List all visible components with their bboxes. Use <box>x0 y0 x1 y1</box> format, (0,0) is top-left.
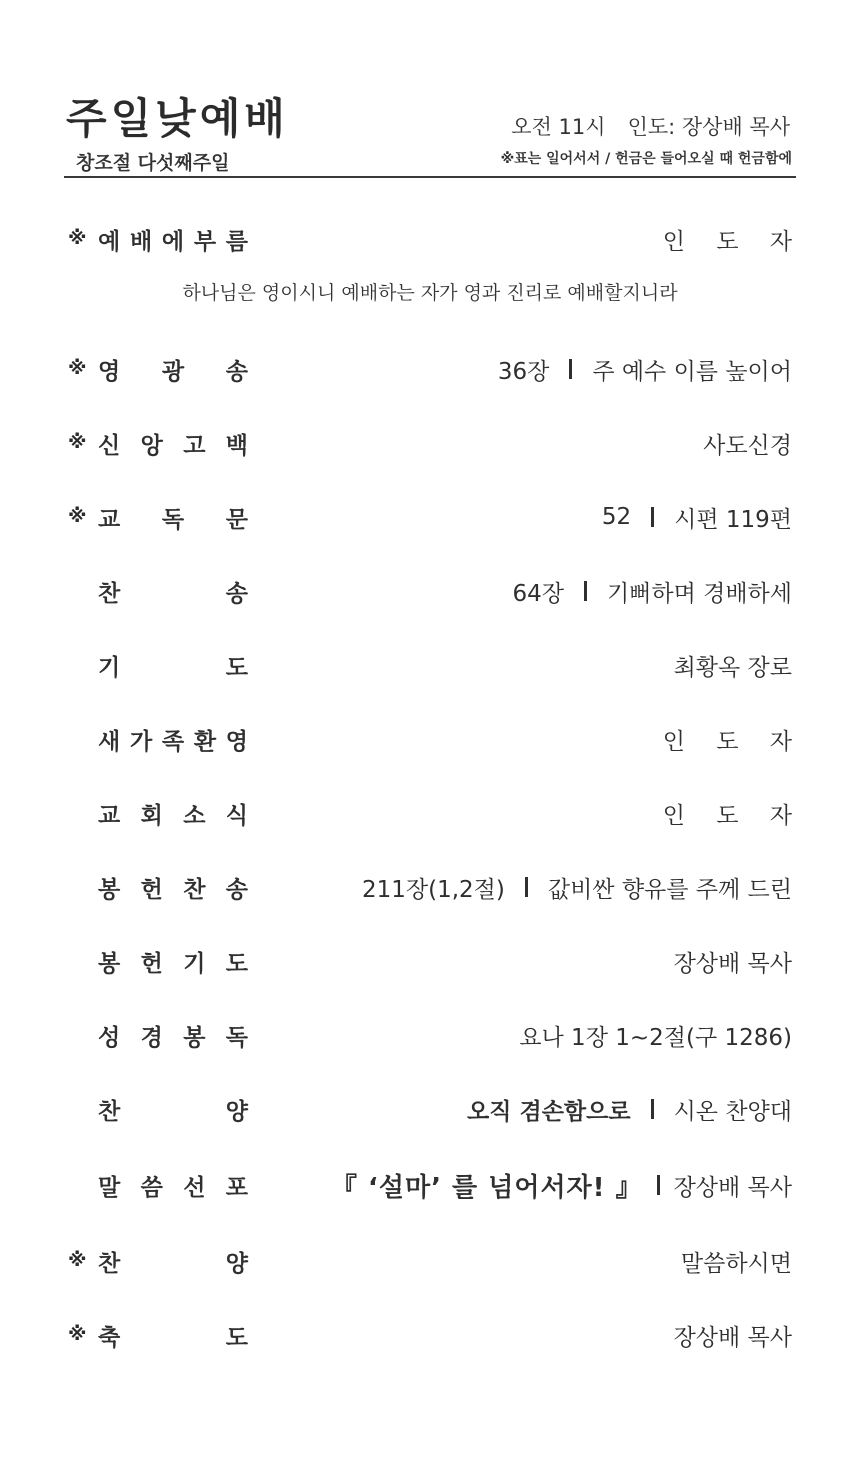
order-row-hymn <box>66 572 792 612</box>
label-char: 독 <box>161 506 185 533</box>
label-char: 말 <box>98 1174 121 1201</box>
order-label <box>98 796 248 830</box>
order-row-benediction <box>66 1316 792 1356</box>
order-label <box>98 426 248 460</box>
order-value <box>674 1318 792 1352</box>
order-label <box>98 1244 248 1278</box>
label-char: 도 <box>225 1324 248 1351</box>
hymn-number: 36장 <box>497 358 550 385</box>
call-to-worship-verse <box>0 278 860 305</box>
order-label <box>98 222 248 256</box>
order-row-response-song <box>66 1242 792 1282</box>
standing-mark: ※ <box>68 357 87 379</box>
standing-mark: ※ <box>68 1323 87 1345</box>
label-char: 고 <box>183 432 206 459</box>
label-char: 영 <box>98 358 121 385</box>
label-char: 에 <box>161 228 185 255</box>
label-char: 포 <box>225 1174 248 1201</box>
standing-note: ※표는 일어서서 / 헌금은 들어오실 때 헌금함에 <box>500 151 792 167</box>
order-row-prayer <box>66 646 792 686</box>
order-value <box>512 574 792 608</box>
choir-name: 시온 찬양대 <box>673 1098 792 1125</box>
hymn-number: 64장 <box>512 580 564 607</box>
hymn-title: 주 예수 이름 높이어 <box>592 358 792 385</box>
label-char: 도 <box>225 654 248 681</box>
label-char: 헌 <box>140 950 163 977</box>
order-value <box>703 426 792 460</box>
label-char: 독 <box>225 1024 248 1051</box>
sermon-title: 『 ‘설마’ 를 넘어서자! 』 <box>330 1172 643 1203</box>
separator <box>651 507 654 527</box>
standing-mark: ※ <box>68 227 87 249</box>
order-label <box>98 1018 248 1052</box>
standing-mark: ※ <box>68 431 87 453</box>
service-info <box>511 111 790 141</box>
order-value <box>662 796 804 830</box>
order-value-text: 장상배 목사 <box>673 950 792 977</box>
order-label <box>98 722 248 756</box>
label-char: 교 <box>98 506 121 533</box>
label-char: 앙 <box>140 432 163 459</box>
order-value <box>681 1244 792 1278</box>
label-char: 배 <box>129 228 153 255</box>
order-row-sermon <box>66 1166 792 1206</box>
label-char: 찬 <box>98 580 121 607</box>
service-title: 주일낮예배 <box>66 94 289 143</box>
separator <box>569 359 572 379</box>
label-char: 양 <box>225 1098 248 1125</box>
label-char: 름 <box>225 228 248 255</box>
order-value <box>362 870 792 904</box>
order-value-text: 인 도 자 <box>662 728 804 755</box>
order-value-text: 요나 1장 1~2절(구 1286) <box>519 1024 792 1051</box>
service-leader: 인도: 장상배 목사 <box>627 115 790 139</box>
label-char: 소 <box>183 802 206 829</box>
order-label <box>98 574 248 608</box>
order-label <box>98 1092 248 1126</box>
label-char: 문 <box>225 506 248 533</box>
anthem-title: 오직 겸손함으로 <box>467 1098 631 1125</box>
order-value-text: 말씀하시면 <box>680 1250 792 1277</box>
label-char: 교 <box>98 802 121 829</box>
label-char: 씀 <box>140 1174 163 1201</box>
hymn-title: 기뻐하며 경배하세 <box>606 580 792 607</box>
reading-number: 52 <box>601 504 632 530</box>
hymn-number: 211장(1,2절) <box>362 876 505 903</box>
label-char: 광 <box>161 358 185 385</box>
label-char: 송 <box>225 358 248 385</box>
service-time: 오전 11시 <box>511 115 606 139</box>
order-value <box>602 500 792 534</box>
label-char: 양 <box>225 1250 248 1277</box>
label-char: 새 <box>98 728 121 755</box>
hymn-title: 값비싼 향유를 주께 드린 <box>547 876 792 903</box>
label-char: 예 <box>98 228 121 255</box>
order-label <box>98 1168 248 1202</box>
label-char: 선 <box>183 1174 206 1201</box>
order-label <box>98 870 248 904</box>
order-row-creed <box>66 424 792 464</box>
order-value-text: 인 도 자 <box>662 228 804 255</box>
standing-mark: ※ <box>68 505 87 527</box>
order-row-newcomers <box>66 720 804 760</box>
order-value <box>662 722 804 756</box>
header-divider <box>64 176 796 178</box>
separator <box>651 1099 654 1119</box>
label-char: 축 <box>98 1324 121 1351</box>
label-char: 찬 <box>183 876 206 903</box>
label-char: 헌 <box>140 876 163 903</box>
label-char: 기 <box>183 950 206 977</box>
separator <box>657 1175 660 1195</box>
label-char: 봉 <box>98 876 121 903</box>
label-char: 환 <box>193 728 217 755</box>
order-row-anthem <box>66 1090 792 1130</box>
order-value <box>662 222 804 256</box>
label-char: 가 <box>129 728 153 755</box>
label-char: 신 <box>98 432 121 459</box>
label-char: 백 <box>225 432 248 459</box>
order-value-text: 장상배 목사 <box>673 1324 792 1351</box>
label-char: 식 <box>225 802 248 829</box>
label-char: 찬 <box>98 1098 121 1125</box>
label-char: 영 <box>225 728 248 755</box>
order-label <box>98 648 248 682</box>
separator <box>584 581 587 601</box>
season-subtitle: 창조절 다섯째주일 <box>76 152 230 174</box>
order-label <box>98 352 248 386</box>
order-value-text: 인 도 자 <box>662 802 804 829</box>
order-row-offertory-prayer <box>66 942 792 982</box>
label-char: 송 <box>225 876 248 903</box>
label-char: 봉 <box>183 1024 206 1051</box>
order-label <box>98 1318 248 1352</box>
reading-title: 시편 119편 <box>674 506 792 533</box>
separator <box>525 877 528 897</box>
order-label <box>98 500 248 534</box>
order-row-scripture <box>66 1016 792 1056</box>
order-label <box>98 944 248 978</box>
order-value <box>674 648 792 682</box>
standing-mark: ※ <box>68 1249 87 1271</box>
order-value <box>331 1168 792 1202</box>
label-char: 송 <box>225 580 248 607</box>
order-row-responsive-reading <box>66 498 792 538</box>
label-char: 성 <box>98 1024 121 1051</box>
order-row-gloria <box>66 350 792 390</box>
label-char: 경 <box>140 1024 163 1051</box>
label-char: 회 <box>140 802 163 829</box>
label-char: 부 <box>193 228 217 255</box>
order-value-text: 최황옥 장로 <box>673 654 792 681</box>
label-char: 찬 <box>98 1250 121 1277</box>
label-char: 족 <box>161 728 185 755</box>
order-value <box>498 352 792 386</box>
verse-text: 하나님은 영이시니 예배하는 자가 영과 진리로 예배할지니라 <box>182 282 678 304</box>
order-value <box>674 944 792 978</box>
order-value <box>519 1018 792 1052</box>
label-char: 기 <box>98 654 121 681</box>
label-char: 도 <box>225 950 248 977</box>
order-row-call-to-worship <box>66 220 804 260</box>
order-value-text: 사도신경 <box>703 432 792 459</box>
order-value <box>467 1092 792 1126</box>
order-row-announcements <box>66 794 804 834</box>
label-char: 봉 <box>98 950 121 977</box>
preacher-name: 장상배 목사 <box>673 1174 792 1201</box>
order-row-offertory-hymn <box>66 868 792 908</box>
